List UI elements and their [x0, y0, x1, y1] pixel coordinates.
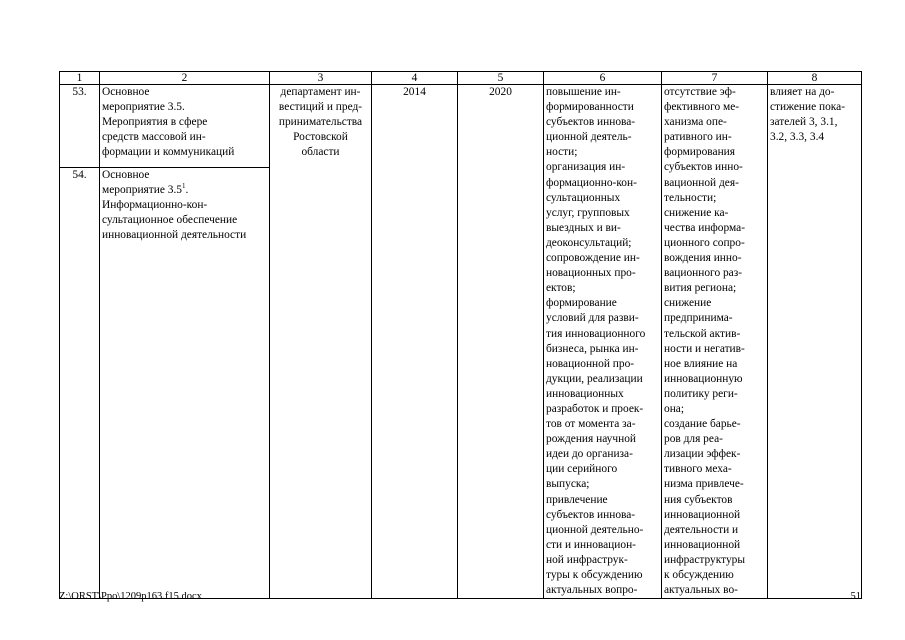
name-line: мероприятие $3.5^1$.	[102, 182, 189, 196]
text-line: вития региона;	[664, 282, 737, 295]
text-line: инновационной	[664, 538, 741, 551]
text-line: ративного ин-	[664, 131, 732, 144]
non-implementation-consequences	[662, 85, 768, 599]
text-line: тов от момента за-	[546, 418, 636, 431]
text-line: ектов;	[546, 282, 576, 295]
text-line: субъектов инно-	[664, 161, 743, 174]
text-line: вационного раз-	[664, 267, 743, 280]
text-line: актуальных вопро-	[546, 584, 638, 597]
text-line: деятельности и	[664, 523, 739, 536]
text-line: низма привлече-	[664, 478, 744, 491]
text-line: вождения инно-	[664, 252, 742, 265]
row-number: 53.	[60, 85, 100, 168]
text-line: ханизма опе-	[664, 116, 727, 129]
text-line: услуг, групповых	[546, 206, 630, 219]
text-line: политику реги-	[664, 387, 738, 400]
footnote-marker: 1	[182, 182, 186, 191]
page-footer	[59, 591, 861, 602]
text-line: сультационных	[546, 191, 621, 204]
end-year: 2020	[458, 85, 544, 599]
text-line: фективного ме-	[664, 101, 740, 114]
text-line: ционной деятельно-	[546, 523, 644, 536]
text-line: чества информа-	[664, 221, 746, 234]
text-line: Ростовской	[293, 131, 348, 144]
text-line: рождения научной	[546, 433, 636, 446]
measure-name	[100, 167, 270, 598]
text-line: формированности	[546, 101, 634, 114]
start-year: 2014	[372, 85, 458, 599]
text-line: выездных и ви-	[546, 221, 621, 234]
text-line: департамент ин-	[280, 86, 361, 98]
text-line: снижение ка-	[664, 206, 729, 219]
text-line: формации и коммуникаций	[102, 146, 235, 159]
text-line: сти и инновацион-	[546, 538, 636, 551]
text-line: условий для разви-	[546, 312, 639, 325]
text-line: тивного меха-	[664, 463, 732, 476]
text-line: ров для реа-	[664, 433, 723, 446]
text-line: тия инновационного	[546, 327, 646, 340]
text-line: 3.2, 3.3, 3.4	[770, 131, 825, 144]
text-line: ности и негатив-	[664, 342, 745, 355]
text-line: тельской актив-	[664, 327, 741, 340]
text-line: ции серийного	[546, 463, 618, 476]
text-line: деоконсультаций;	[546, 236, 632, 249]
text-line: разработок и проек-	[546, 402, 644, 415]
text-line: ной инфраструк-	[546, 553, 628, 566]
text-line: области	[301, 146, 340, 159]
text-line: формационно-кон-	[546, 176, 637, 189]
text-line: влияет на до-	[770, 86, 835, 98]
measures-table	[59, 71, 862, 599]
text-line: зателей 3, 3.1,	[770, 116, 838, 129]
col-num-5: 5	[458, 72, 544, 85]
name-line: сультационное обеспечение	[102, 214, 238, 227]
text-line: повышение ин-	[546, 86, 621, 98]
text-line: предпринима-	[664, 312, 733, 325]
text-line: создание барье-	[664, 418, 741, 431]
text-line: вационной дея-	[664, 176, 739, 189]
text-line: снижение	[664, 297, 712, 310]
col-num-4: 4	[372, 72, 458, 85]
text-line: идеи до организа-	[546, 448, 633, 461]
text-line: инновационной	[664, 508, 741, 521]
text-line: ния субъектов	[664, 493, 733, 506]
text-line: она;	[664, 402, 685, 415]
col-num-1: 1	[60, 72, 100, 85]
text-line: новационных про-	[546, 267, 636, 280]
text-line: ционной деятель-	[546, 131, 632, 144]
text-line: организация ин-	[546, 161, 626, 174]
text-line: инновационную	[664, 372, 743, 385]
text-line: средств массовой ин-	[102, 131, 206, 144]
text-line: выпуска;	[546, 478, 590, 491]
text-line: мероприятие 3.5.	[102, 101, 185, 114]
text-line: субъектов иннова-	[546, 508, 636, 521]
column-number-row	[60, 72, 862, 85]
row-number: 54.	[60, 167, 100, 598]
text-line: дукции, реализации	[546, 372, 643, 385]
text-line: ное влияние на	[664, 357, 738, 370]
text-line: к обсуждению	[664, 569, 734, 581]
executor	[270, 85, 372, 599]
text-line: вестиций и пред-	[278, 101, 363, 114]
expected-result	[544, 85, 662, 599]
text-line: актуальных во-	[664, 584, 738, 597]
text-line: Основное	[102, 86, 150, 98]
page-number: 51	[850, 591, 861, 602]
text-line: формирование	[546, 297, 617, 310]
indicator-link	[768, 85, 862, 599]
file-path: Z:\ORST\Ppo\1209p163.f15.docx	[59, 591, 202, 602]
col-num-8: 8	[768, 72, 862, 85]
name-line: инновационной деятельности	[102, 229, 247, 242]
text-line: инновационных	[546, 387, 624, 400]
col-num-6: 6	[544, 72, 662, 85]
text-line: Мероприятия в сфере	[102, 116, 208, 129]
col-num-2: 2	[100, 72, 270, 85]
table-row	[60, 85, 862, 168]
measure-name	[100, 85, 270, 168]
name-line: Информационно-кон-	[102, 198, 208, 211]
text-line: принимательства	[278, 116, 363, 129]
text-line: лизации эффек-	[664, 448, 741, 461]
text-line: бизнеса, рынка ин-	[546, 342, 639, 355]
text-line: инфраструктуры	[664, 553, 745, 566]
text-line: субъектов иннова-	[546, 116, 636, 129]
name-line: Основное	[102, 168, 150, 181]
text-line: отсутствие эф-	[664, 86, 736, 98]
text-line: туры к обсуждению	[546, 569, 643, 581]
text-line: сопровождение ин-	[546, 252, 640, 265]
text-line: ционного сопро-	[664, 236, 745, 249]
text-line: привлечение	[546, 493, 608, 506]
text-line: тельности;	[664, 191, 717, 204]
text-line: стижение пока-	[770, 101, 846, 114]
text-line: ности;	[546, 146, 578, 159]
col-num-3: 3	[270, 72, 372, 85]
col-num-7: 7	[662, 72, 768, 85]
text-line: новационной про-	[546, 357, 635, 370]
text-line: формирования	[664, 146, 736, 159]
